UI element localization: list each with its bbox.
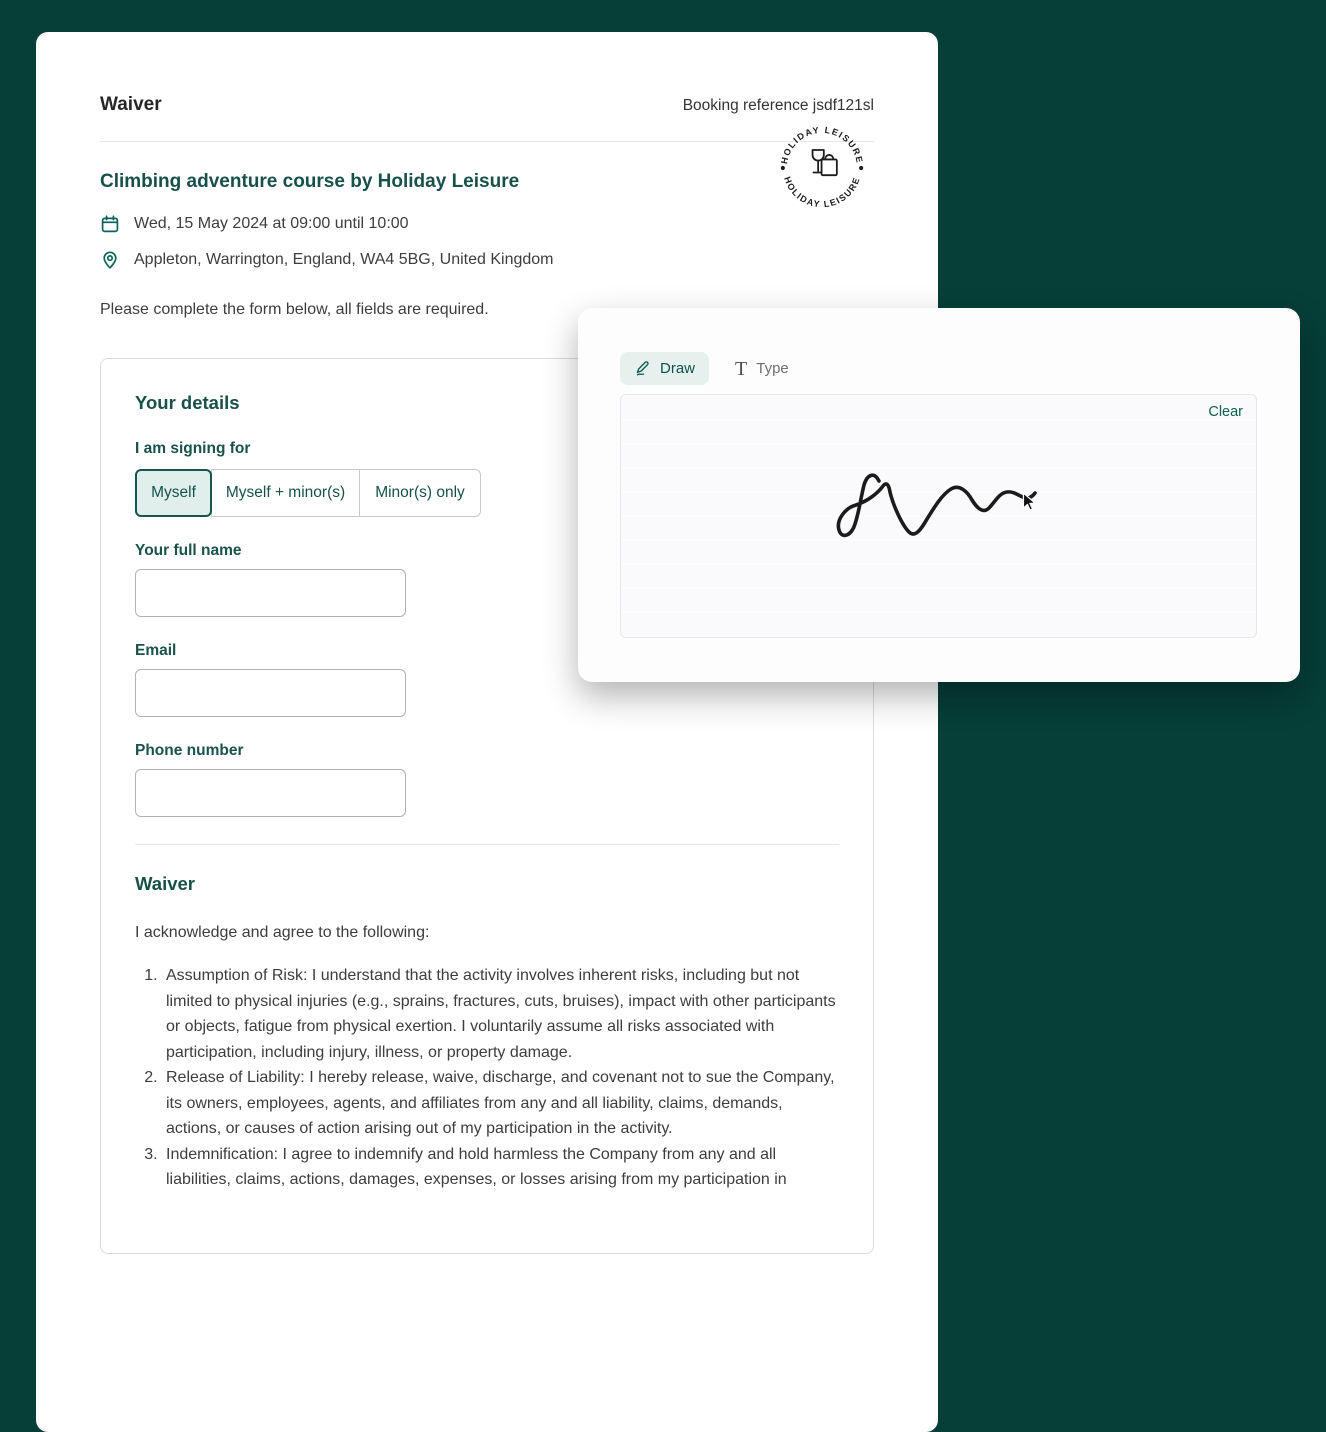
location-pin-icon	[100, 250, 120, 270]
tab-type[interactable]	[721, 352, 803, 385]
header-divider	[100, 141, 874, 142]
waiver-item-indemnification: 3. Indemnification: I agree to indemnify and hold harmless the Company from any and all liabilities, claims, actions, damages, expenses, or losses arising from my participation in	[162, 1142, 839, 1193]
tab-draw-label: Draw	[660, 360, 696, 377]
event-datetime-row	[100, 213, 874, 235]
course-title: Climbing adventure course by Holiday Leisure	[100, 171, 520, 192]
logo-text-bottom: HOLIDAY LEISURE	[782, 175, 862, 210]
event-location-row	[100, 249, 874, 271]
full-name-input[interactable]	[135, 569, 406, 617]
email-input[interactable]	[135, 669, 406, 717]
email-label: Email	[135, 642, 177, 659]
signing-option-minors-only[interactable]: Minor(s) only	[359, 469, 481, 517]
signing-option-myself[interactable]: Myself	[135, 469, 212, 517]
phone-number-label: Phone number	[135, 742, 244, 759]
waiver-intro: I acknowledge and agree to the following:	[135, 924, 430, 941]
course-block	[100, 124, 874, 271]
signing-for-label: I am signing for	[135, 440, 251, 457]
waiver-section-title: Waiver	[135, 873, 195, 894]
clear-button[interactable]: Clear	[1208, 404, 1243, 420]
logo-dot-right	[859, 166, 863, 170]
pen-icon	[634, 360, 651, 377]
form-divider	[135, 844, 839, 845]
signature-drawing	[621, 395, 1258, 639]
signing-option-myself-minors[interactable]: Myself + minor(s)	[211, 469, 360, 517]
logo-dot-left	[781, 166, 785, 170]
waiver-item-assumption-of-risk: 1. Assumption of Risk: I understand that the activity involves inherent risks, including but not limited to physical injuries (e.g., sprains, fractures, cuts, bruises), impact with other participants or objects, fatigue from physical exertion. I voluntarily assume all risks associated with participation, including injury, illness, or property damage.	[162, 963, 839, 1065]
signature-modal	[578, 308, 1300, 682]
signature-tabs	[620, 352, 803, 385]
tab-draw[interactable]	[620, 352, 709, 385]
signature-canvas[interactable]	[620, 394, 1257, 638]
instruction-text: Please complete the form below, all fields are required.	[100, 301, 489, 318]
brand-logo	[777, 123, 867, 213]
waiver-list	[135, 963, 839, 1193]
page-title: Waiver	[100, 94, 162, 115]
event-datetime: Wed, 15 May 2024 at 09:00 until 10:00	[134, 215, 409, 232]
svg-text:HOLIDAY LEISURE	[782, 175, 862, 209]
text-type-icon: T	[735, 357, 748, 380]
card-header	[100, 92, 874, 118]
calendar-icon	[100, 214, 120, 234]
tab-type-label: Type	[756, 360, 789, 377]
full-name-label: Your full name	[135, 542, 242, 559]
mouse-cursor-icon	[1019, 492, 1039, 512]
phone-number-input[interactable]	[135, 769, 406, 817]
event-location: Appleton, Warrington, England, WA4 5BG, United Kingdom	[134, 251, 554, 268]
logo-text-top: HOLIDAY LEISURE	[779, 124, 865, 165]
waiver-card	[36, 32, 938, 1432]
waiver-item-release-of-liability: 2. Release of Liability: I hereby release, waive, discharge, and covenant not to sue the Company, its owners, employees, agents, and affiliates from any and all liability, claims, demands, actions, or causes of action arising out of my participation in the activity.	[162, 1065, 839, 1142]
booking-reference: Booking reference jsdf121sl	[682, 97, 874, 114]
section-title-your-details: Your details	[135, 392, 240, 413]
